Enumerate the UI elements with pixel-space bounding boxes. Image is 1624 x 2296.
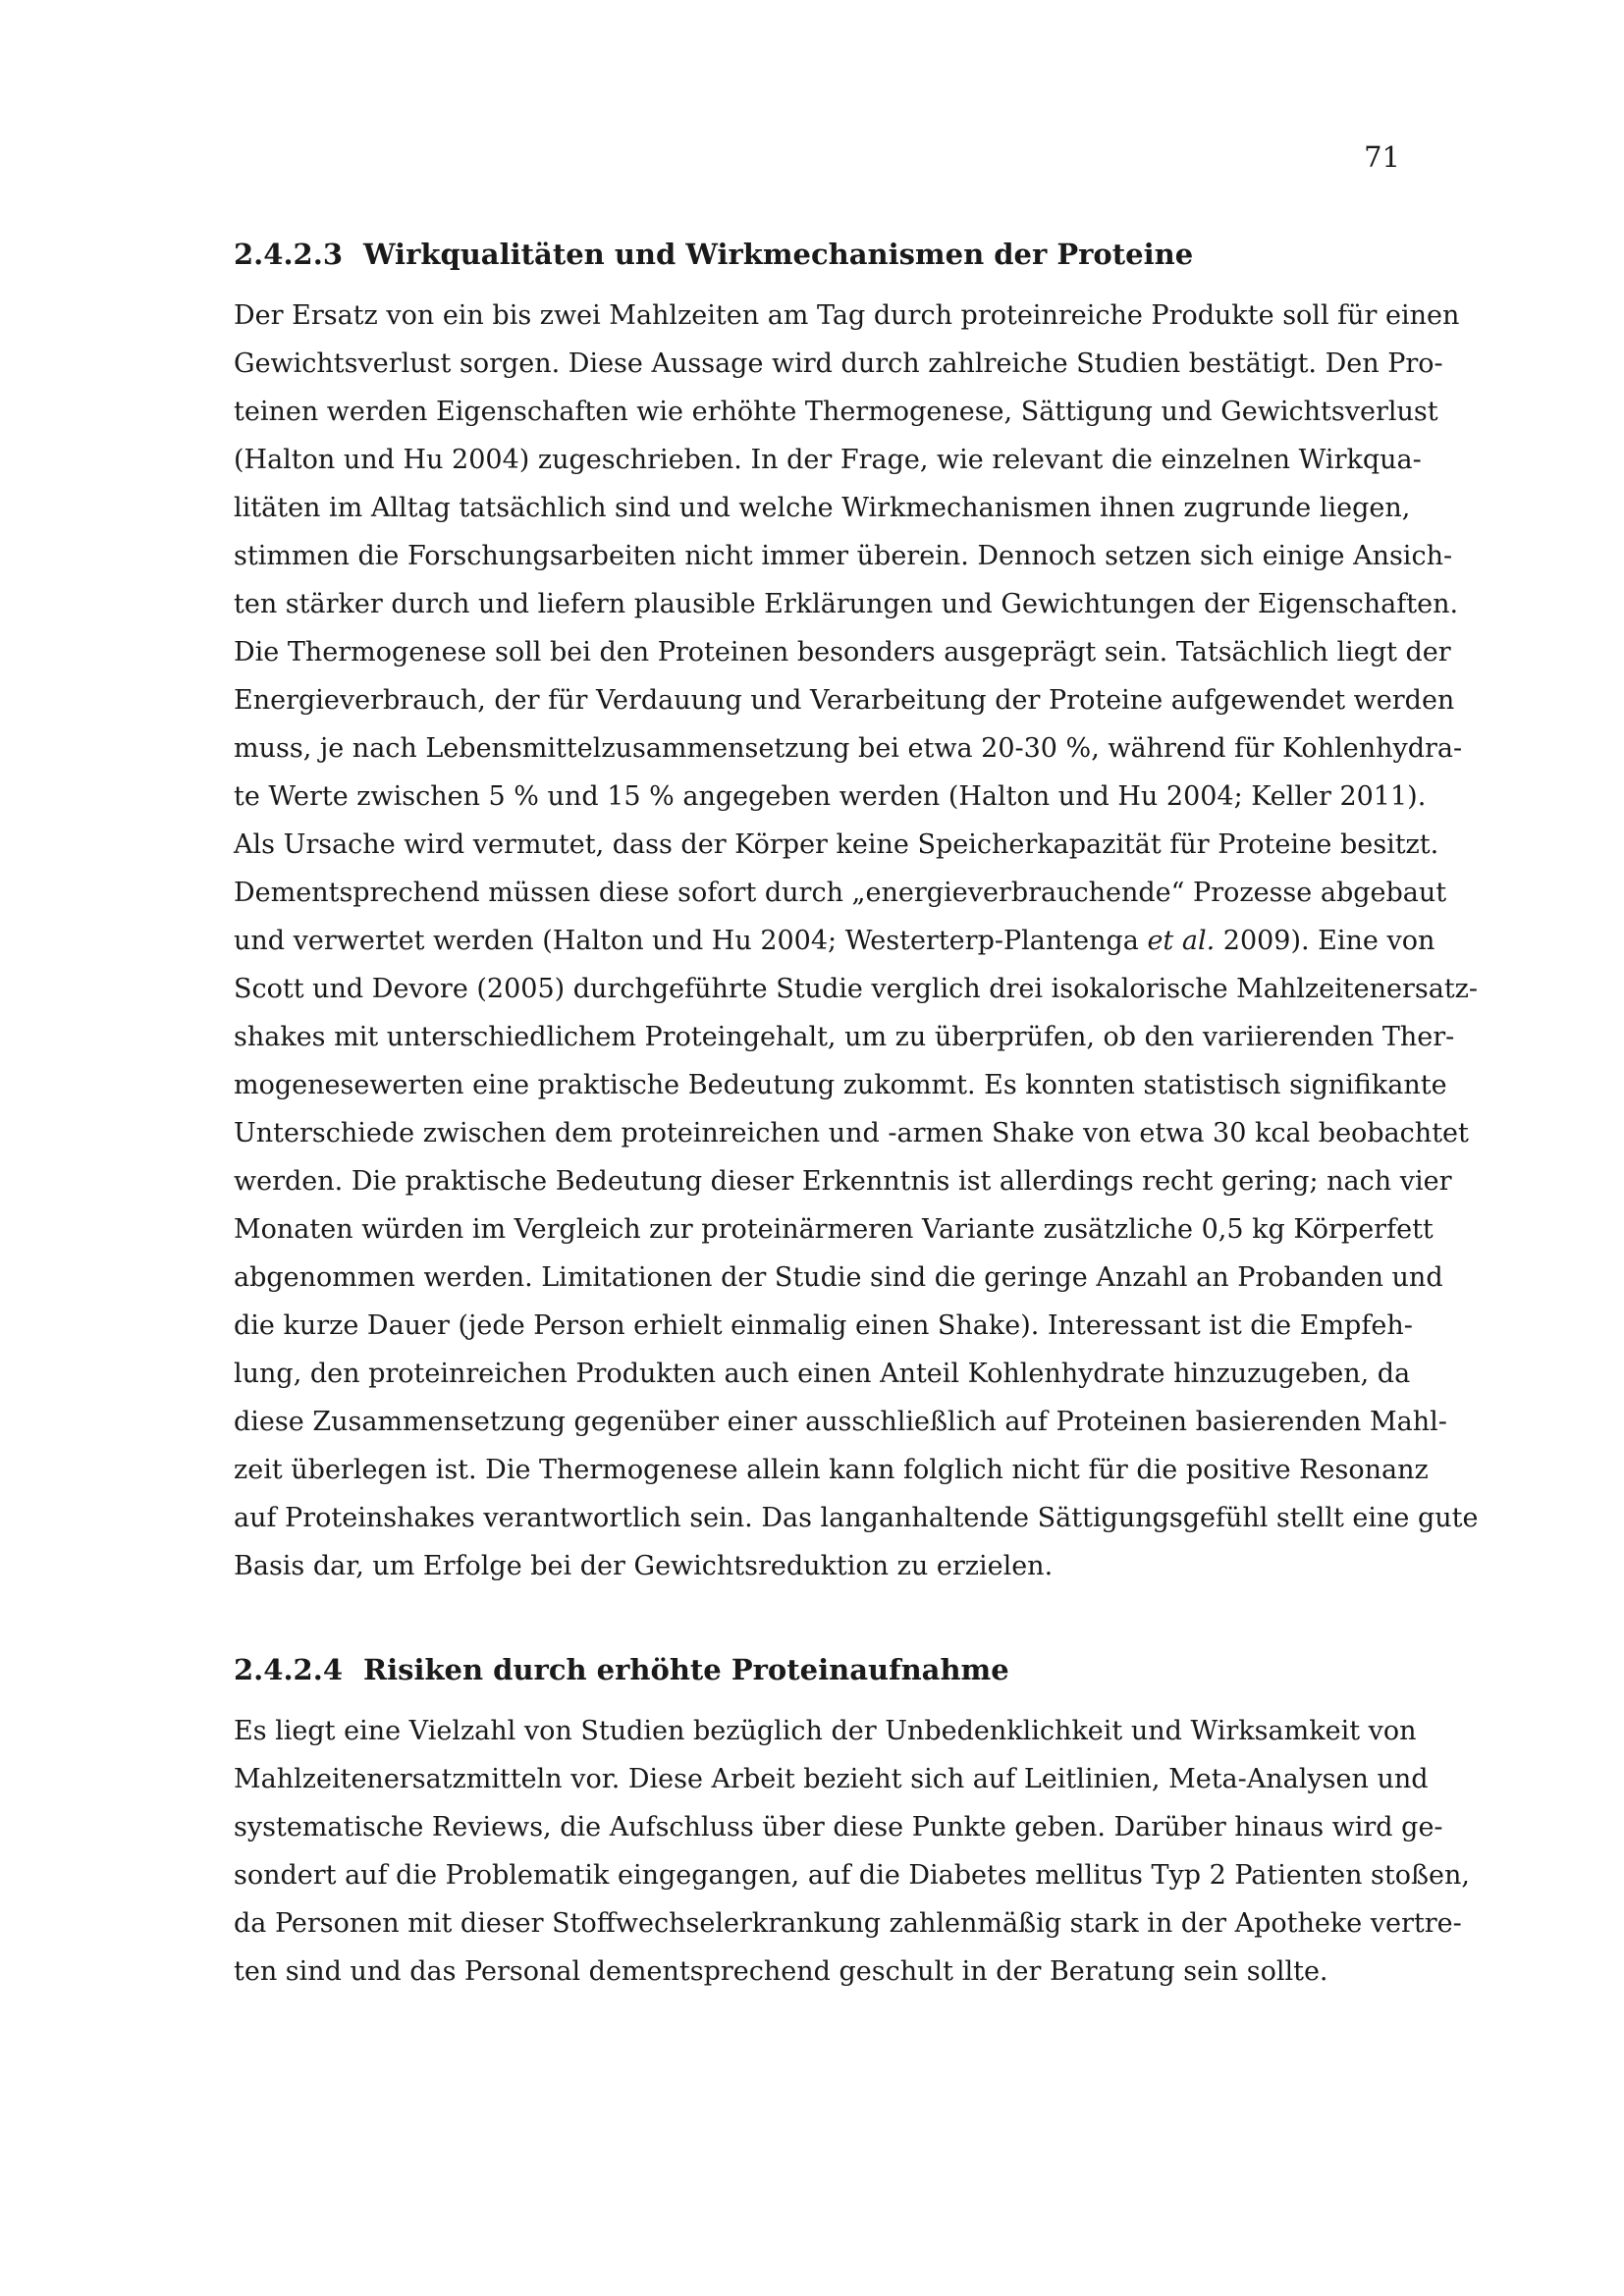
text-line: Der Ersatz von ein bis zwei Mahlzeiten am Tag durch proteinreiche Produkte soll für einen bbox=[234, 300, 1460, 331]
text-line: systematische Reviews, die Aufschluss über diese Punkte geben. Darüber hinaus wird ge- bbox=[234, 1812, 1443, 1842]
text-line-with-citation bbox=[234, 917, 1435, 965]
text-line: Unterschiede zwischen dem proteinreichen und -armen Shake von etwa 30 kcal beobachtet bbox=[234, 1118, 1469, 1148]
text-line-start: und verwertet werden (Halton und Hu 2004; Westerterp-Plantenga bbox=[234, 926, 1148, 956]
section-title: Risiken durch erhöhte Proteinaufnahme bbox=[363, 1653, 1009, 1686]
text-line: Scott und Devore (2005) durchgeführte Studie verglich drei isokalorische Mahlzeitenersatz- bbox=[234, 974, 1479, 1004]
text-line: Gewichtsverlust sorgen. Diese Aussage wird durch zahlreiche Studien bestätigt. Den Pro- bbox=[234, 348, 1443, 379]
text-line: da Personen mit dieser Stoffwechselerkrankung zahlenmäßig stark in der Apotheke vertre- bbox=[234, 1908, 1462, 1939]
section-number: 2.4.2.3 bbox=[234, 238, 344, 271]
section-heading bbox=[234, 230, 1400, 279]
text-line: ten stärker durch und liefern plausible Erklärungen und Gewichtungen der Eigenschaften. bbox=[234, 589, 1459, 619]
text-line: Als Ursache wird vermutet, dass der Körper keine Speicherkapazität für Proteine besitzt. bbox=[234, 829, 1439, 860]
text-line: Energieverbrauch, der für Verdauung und Verarbeitung der Proteine aufgewendet werden bbox=[234, 685, 1455, 716]
text-line: litäten im Alltag tatsächlich sind und welche Wirkmechanismen ihnen zugrunde liegen, bbox=[234, 493, 1411, 523]
text-line: teinen werden Eigenschaften wie erhöhte Thermogenese, Sättigung und Gewichtsverlust bbox=[234, 397, 1438, 427]
text-line: abgenommen werden. Limitationen der Studie sind die geringe Anzahl an Probanden und bbox=[234, 1262, 1443, 1293]
text-line: diese Zusammensetzung gegenüber einer ausschließlich auf Proteinen basierenden Mahl- bbox=[234, 1407, 1447, 1437]
text-line: muss, je nach Lebensmittelzusammensetzung bei etwa 20-30 %, während für Kohlenhydra- bbox=[234, 733, 1463, 764]
text-line: werden. Die praktische Bedeutung dieser Erkenntnis ist allerdings recht gering; nach vier bbox=[234, 1166, 1452, 1197]
text-line: auf Proteinshakes verantwortlich sein. Das langanhaltende Sättigungsgefühl stellt eine gute bbox=[234, 1503, 1479, 1533]
text-line: Die Thermogenese soll bei den Proteinen besonders ausgeprägt sein. Tatsächlich liegt der bbox=[234, 637, 1451, 667]
text-line: sondert auf die Problematik eingegangen, auf die Diabetes mellitus Typ 2 Patienten stoßen, bbox=[234, 1860, 1471, 1891]
section-body bbox=[234, 292, 1479, 1590]
text-line: (Halton und Hu 2004) zugeschrieben. In der Frage, wie relevant die einzelnen Wirkqua- bbox=[234, 445, 1422, 475]
page-number: 71 bbox=[1364, 140, 1400, 174]
section-body bbox=[234, 1707, 1471, 1996]
text-line: mogenesewerten eine praktische Bedeutung zukommt. Es konnten statistisch signifikante bbox=[234, 1070, 1447, 1100]
text-line: lung, den proteinreichen Produkten auch einen Anteil Kohlenhydrate hinzuzugeben, da bbox=[234, 1359, 1411, 1389]
text-line: die kurze Dauer (jede Person erhielt einmalig einen Shake). Interessant ist die Empfeh- bbox=[234, 1310, 1413, 1341]
citation-et-al: et al. bbox=[1147, 926, 1216, 956]
text-line: Mahlzeitenersatzmitteln vor. Diese Arbeit bezieht sich auf Leitlinien, Meta-Analysen und bbox=[234, 1764, 1429, 1794]
section-2-4-2-4 bbox=[234, 1645, 1471, 1996]
text-line: zeit überlegen ist. Die Thermogenese allein kann folglich nicht für die positive Resonanz bbox=[234, 1455, 1429, 1485]
text-line: shakes mit unterschiedlichem Proteingehalt, um zu überprüfen, ob den variierenden Ther- bbox=[234, 1022, 1455, 1052]
section-number: 2.4.2.4 bbox=[234, 1653, 344, 1686]
section-2-4-2-3 bbox=[234, 230, 1479, 1590]
text-line: Monaten würden im Vergleich zur proteinärmeren Variante zusätzliche 0,5 kg Körperfett bbox=[234, 1214, 1434, 1245]
text-line: Es liegt eine Vielzahl von Studien bezüglich der Unbedenklichkeit und Wirksamkeit von bbox=[234, 1716, 1417, 1746]
text-line: Basis dar, um Erfolge bei der Gewichtsreduktion zu erzielen. bbox=[234, 1551, 1054, 1581]
section-title: Wirkqualitäten und Wirkmechanismen der Proteine bbox=[363, 238, 1194, 271]
text-line: stimmen die Forschungsarbeiten nicht immer überein. Dennoch setzen sich einige Ansich- bbox=[234, 541, 1453, 571]
text-line-end: 2009). Eine von bbox=[1215, 926, 1435, 956]
text-line: ten sind und das Personal dementsprechend geschult in der Beratung sein sollte. bbox=[234, 1956, 1328, 1987]
section-heading bbox=[234, 1645, 1400, 1694]
text-line: Dementsprechend müssen diese sofort durch „energieverbrauchende“ Prozesse abgebaut bbox=[234, 878, 1447, 908]
text-line: te Werte zwischen 5 % und 15 % angegeben werden (Halton und Hu 2004; Keller 2011). bbox=[234, 781, 1427, 812]
